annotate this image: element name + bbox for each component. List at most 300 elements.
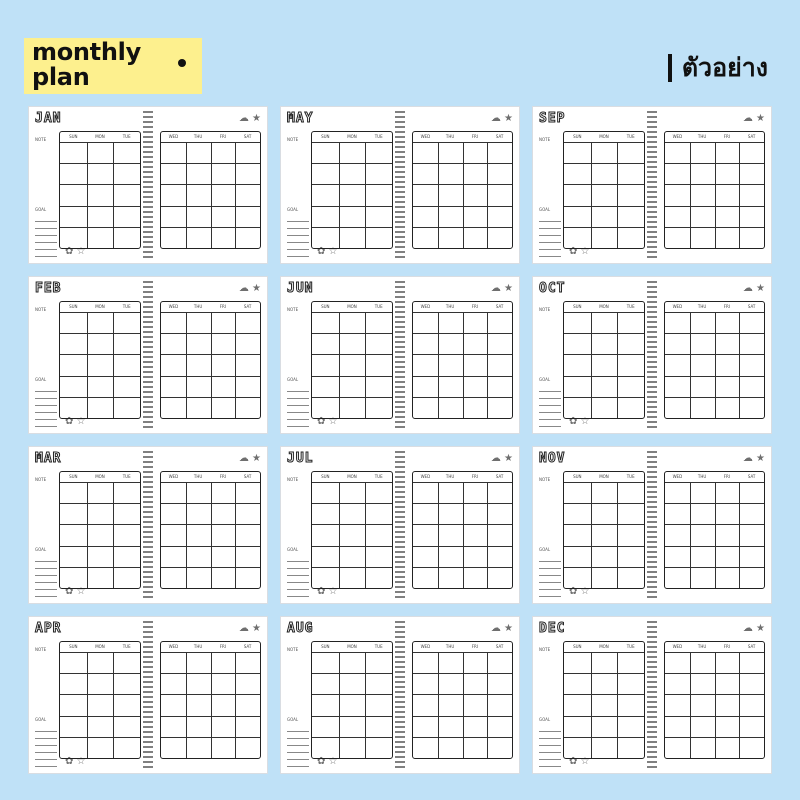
day-cell [60, 546, 87, 567]
day-cell [463, 716, 488, 737]
day-cell [413, 397, 438, 418]
weekday-label: SAT [243, 134, 252, 139]
day-cell [211, 397, 236, 418]
month-title: MAY [287, 111, 314, 126]
weekday-label: TUE [122, 644, 131, 649]
weekday-label: WED [420, 134, 431, 139]
weekday-label: FRI [219, 134, 226, 139]
day-cell [715, 163, 740, 184]
weekday-header [665, 134, 764, 139]
goal-label: GOAL [287, 207, 299, 212]
day-cell [87, 673, 114, 694]
goal-line [539, 576, 561, 583]
day-cell [413, 206, 438, 227]
day-cell [591, 376, 618, 397]
weekday-label: TUE [626, 474, 635, 479]
day-cell [60, 184, 87, 205]
note-column [287, 647, 309, 765]
day-cell [413, 567, 438, 588]
left-page [533, 277, 650, 433]
day-cell [186, 333, 211, 354]
day-cell [438, 652, 463, 673]
day-cell [438, 716, 463, 737]
day-cell [487, 503, 512, 524]
weekday-label: THU [193, 474, 203, 479]
day-cell [365, 673, 392, 694]
day-cell [339, 206, 366, 227]
day-cell [365, 333, 392, 354]
day-cell [413, 737, 438, 758]
day-cell [665, 312, 690, 333]
day-cell [339, 184, 366, 205]
day-cell [463, 163, 488, 184]
weekday-label: TUE [122, 134, 131, 139]
weekday-header [665, 304, 764, 309]
day-cell [161, 206, 186, 227]
day-cell [161, 737, 186, 758]
month-spread [280, 446, 520, 604]
note-label: NOTE [35, 647, 47, 652]
weekday-label: MON [599, 304, 609, 309]
day-cell [487, 354, 512, 375]
day-cell [312, 737, 339, 758]
goal-line [539, 392, 561, 399]
calendar-cells [60, 312, 140, 418]
day-cell [591, 673, 618, 694]
day-cell [487, 206, 512, 227]
left-page [281, 277, 398, 433]
day-cell [690, 694, 715, 715]
note-label: NOTE [287, 477, 299, 482]
day-cell [235, 206, 260, 227]
day-cell [739, 567, 764, 588]
weekday-header [564, 644, 644, 649]
day-cell [487, 482, 512, 503]
doodle-icon: ✿ ☆ [65, 586, 86, 597]
day-cell [87, 694, 114, 715]
calendar-right [664, 471, 765, 589]
day-cell [235, 163, 260, 184]
day-cell [235, 503, 260, 524]
calendar-cells [665, 652, 764, 758]
calendar-cells [312, 482, 392, 588]
title-line-2: plan [32, 63, 90, 91]
day-cell [186, 716, 211, 737]
right-page [152, 277, 267, 433]
weekday-header [60, 474, 140, 479]
day-cell [739, 227, 764, 248]
weekday-label: SUN [321, 304, 330, 309]
day-cell [739, 652, 764, 673]
day-cell [617, 206, 644, 227]
calendar-left [59, 301, 141, 419]
day-cell [591, 354, 618, 375]
right-page [656, 447, 771, 603]
day-cell [591, 482, 618, 503]
weekday-header [161, 304, 260, 309]
day-cell [312, 652, 339, 673]
day-cell [438, 227, 463, 248]
day-cell [312, 354, 339, 375]
weekday-label: SAT [243, 474, 252, 479]
day-cell [186, 397, 211, 418]
doodle-icon: ☁ ★ [238, 113, 261, 124]
weekday-label: FRI [219, 644, 226, 649]
doodle-icon: ☁ ★ [238, 623, 261, 634]
day-cell [438, 482, 463, 503]
weekday-label: SAT [243, 644, 252, 649]
day-cell [186, 163, 211, 184]
bullet-dot-icon [178, 59, 186, 67]
day-cell [161, 354, 186, 375]
day-cell [463, 524, 488, 545]
day-cell [312, 184, 339, 205]
goal-line [287, 732, 309, 739]
weekday-label: SAT [747, 644, 756, 649]
day-cell [690, 482, 715, 503]
goal-line [287, 420, 309, 427]
day-cell [60, 227, 87, 248]
day-cell [339, 694, 366, 715]
day-cell [413, 524, 438, 545]
day-cell [339, 673, 366, 694]
weekday-label: MON [599, 644, 609, 649]
day-cell [365, 397, 392, 418]
day-cell [413, 184, 438, 205]
day-cell [463, 694, 488, 715]
day-cell [211, 673, 236, 694]
day-cell [60, 524, 87, 545]
day-cell [591, 652, 618, 673]
goal-line [35, 250, 57, 257]
day-cell [438, 737, 463, 758]
weekday-label: THU [193, 134, 203, 139]
day-cell [186, 354, 211, 375]
day-cell [690, 142, 715, 163]
day-cell [665, 567, 690, 588]
day-cell [463, 227, 488, 248]
day-cell [161, 524, 186, 545]
day-cell [87, 546, 114, 567]
day-cell [463, 673, 488, 694]
day-cell [312, 397, 339, 418]
day-cell [739, 354, 764, 375]
goal-line [539, 562, 561, 569]
month-spread [28, 616, 268, 774]
goal-line [539, 250, 561, 257]
goal-line [287, 229, 309, 236]
calendar-cells [60, 482, 140, 588]
calendar-left [563, 301, 645, 419]
doodle-icon: ✿ ☆ [569, 756, 590, 767]
day-cell [87, 312, 114, 333]
goal-line [539, 413, 561, 420]
day-cell [186, 524, 211, 545]
weekday-label: FRI [219, 474, 226, 479]
weekday-label: WED [168, 474, 179, 479]
day-cell [690, 737, 715, 758]
day-cell [113, 312, 140, 333]
day-cell [715, 376, 740, 397]
sample-text: ตัวอย่าง [681, 53, 768, 82]
day-cell [312, 716, 339, 737]
day-cell [665, 482, 690, 503]
day-cell [365, 546, 392, 567]
weekday-label: FRI [723, 474, 730, 479]
day-cell [235, 716, 260, 737]
doodle-icon: ✿ ☆ [317, 586, 338, 597]
calendar-cells [564, 482, 644, 588]
day-cell [186, 652, 211, 673]
day-cell [591, 206, 618, 227]
note-column [35, 477, 57, 595]
day-cell [739, 142, 764, 163]
day-cell [591, 546, 618, 567]
day-cell [235, 397, 260, 418]
weekday-label: TUE [122, 304, 131, 309]
weekday-label: TUE [374, 474, 383, 479]
weekday-label: FRI [471, 474, 478, 479]
goal-checklist [287, 725, 309, 767]
day-cell [312, 694, 339, 715]
calendar-cells [564, 142, 644, 248]
day-cell [591, 737, 618, 758]
day-cell [413, 716, 438, 737]
weekday-label: FRI [471, 134, 478, 139]
right-page [404, 107, 519, 263]
weekday-label: SUN [69, 304, 78, 309]
weekday-header [665, 474, 764, 479]
goal-line [287, 562, 309, 569]
title-line-1: monthly [32, 38, 141, 66]
day-cell [339, 546, 366, 567]
day-cell [87, 524, 114, 545]
calendar-left [563, 131, 645, 249]
weekday-header [312, 304, 392, 309]
goal-line [35, 420, 57, 427]
doodle-icon: ☁ ★ [742, 113, 765, 124]
weekday-label: THU [697, 474, 707, 479]
day-cell [235, 694, 260, 715]
day-cell [591, 312, 618, 333]
day-cell [60, 737, 87, 758]
day-cell [564, 673, 591, 694]
day-cell [339, 524, 366, 545]
goal-line [539, 583, 561, 590]
day-cell [617, 482, 644, 503]
day-cell [438, 142, 463, 163]
doodle-icon: ☁ ★ [742, 623, 765, 634]
day-cell [211, 546, 236, 567]
day-cell [665, 694, 690, 715]
day-cell [87, 376, 114, 397]
day-cell [487, 546, 512, 567]
note-column [287, 307, 309, 425]
weekday-label: FRI [723, 644, 730, 649]
day-cell [413, 142, 438, 163]
calendar-cells [161, 142, 260, 248]
calendar-cells [413, 312, 512, 418]
goal-line [287, 590, 309, 597]
day-cell [463, 354, 488, 375]
day-cell [186, 142, 211, 163]
weekday-label: WED [420, 644, 431, 649]
day-cell [438, 546, 463, 567]
day-cell [617, 524, 644, 545]
goal-line [539, 760, 561, 767]
weekday-label: WED [672, 474, 683, 479]
day-cell [365, 184, 392, 205]
calendar-cells [312, 652, 392, 758]
goal-line [35, 739, 57, 746]
weekday-label: MON [347, 474, 357, 479]
day-cell [186, 546, 211, 567]
day-cell [438, 312, 463, 333]
goal-line [35, 753, 57, 760]
day-cell [739, 312, 764, 333]
day-cell [564, 184, 591, 205]
goal-line [539, 399, 561, 406]
weekday-label: TUE [374, 644, 383, 649]
day-cell [235, 737, 260, 758]
day-cell [487, 737, 512, 758]
goal-line [539, 222, 561, 229]
day-cell [715, 312, 740, 333]
right-page [656, 617, 771, 773]
note-label: NOTE [287, 137, 299, 142]
day-cell [211, 737, 236, 758]
day-cell [339, 227, 366, 248]
weekday-header [161, 474, 260, 479]
calendar-left [59, 471, 141, 589]
goal-line [287, 725, 309, 732]
left-page [281, 107, 398, 263]
day-cell [312, 503, 339, 524]
goal-line [539, 739, 561, 746]
day-cell [161, 333, 186, 354]
weekday-header [665, 644, 764, 649]
calendar-cells [413, 482, 512, 588]
day-cell [211, 652, 236, 673]
goal-checklist [539, 725, 561, 767]
day-cell [339, 333, 366, 354]
note-column [287, 137, 309, 255]
calendar-cells [60, 652, 140, 758]
day-cell [161, 227, 186, 248]
weekday-label: SAT [747, 474, 756, 479]
weekday-label: SUN [321, 474, 330, 479]
day-cell [87, 716, 114, 737]
day-cell [60, 652, 87, 673]
goal-line [35, 569, 57, 576]
day-cell [60, 673, 87, 694]
day-cell [715, 524, 740, 545]
day-cell [591, 524, 618, 545]
calendar-right [412, 471, 513, 589]
day-cell [60, 354, 87, 375]
month-spread [532, 446, 772, 604]
goal-line [287, 753, 309, 760]
day-cell [365, 737, 392, 758]
day-cell [113, 503, 140, 524]
day-cell [487, 184, 512, 205]
day-cell [211, 312, 236, 333]
month-spread [28, 106, 268, 264]
month-title: DEC [539, 621, 566, 636]
day-cell [487, 163, 512, 184]
day-cell [312, 546, 339, 567]
day-cell [438, 694, 463, 715]
day-cell [739, 716, 764, 737]
day-cell [161, 546, 186, 567]
goal-checklist [35, 555, 57, 597]
weekday-label: MON [599, 474, 609, 479]
day-cell [690, 567, 715, 588]
day-cell [87, 397, 114, 418]
day-cell [690, 397, 715, 418]
day-cell [235, 354, 260, 375]
note-label: NOTE [287, 647, 299, 652]
weekday-label: THU [445, 644, 455, 649]
goal-checklist [287, 555, 309, 597]
weekday-label: SUN [573, 304, 582, 309]
note-column [287, 477, 309, 595]
weekday-header [60, 134, 140, 139]
goal-label: GOAL [539, 717, 551, 722]
goal-line [287, 215, 309, 222]
doodle-icon: ✿ ☆ [569, 246, 590, 257]
goal-label: GOAL [287, 377, 299, 382]
goal-line [287, 392, 309, 399]
doodle-icon: ✿ ☆ [317, 756, 338, 767]
day-cell [113, 354, 140, 375]
note-column [35, 307, 57, 425]
day-cell [113, 716, 140, 737]
weekday-label: TUE [626, 134, 635, 139]
weekday-label: SUN [573, 134, 582, 139]
day-cell [186, 376, 211, 397]
goal-line [539, 590, 561, 597]
calendar-cells [161, 482, 260, 588]
day-cell [211, 184, 236, 205]
doodle-icon: ☁ ★ [742, 283, 765, 294]
month-title: SEP [539, 111, 566, 126]
day-cell [365, 163, 392, 184]
goal-label: GOAL [35, 547, 47, 552]
goal-line [287, 555, 309, 562]
day-cell [60, 312, 87, 333]
day-cell [211, 524, 236, 545]
doodle-icon: ☁ ★ [238, 453, 261, 464]
day-cell [211, 206, 236, 227]
left-page [29, 617, 146, 773]
weekday-label: MON [599, 134, 609, 139]
goal-line [539, 753, 561, 760]
right-page [152, 107, 267, 263]
day-cell [186, 184, 211, 205]
day-cell [413, 482, 438, 503]
calendar-cells [665, 142, 764, 248]
day-cell [617, 567, 644, 588]
left-page [281, 447, 398, 603]
calendar-left [59, 131, 141, 249]
day-cell [60, 397, 87, 418]
day-cell [665, 184, 690, 205]
day-cell [113, 376, 140, 397]
weekday-label: THU [445, 474, 455, 479]
day-cell [413, 227, 438, 248]
goal-checklist [35, 385, 57, 427]
